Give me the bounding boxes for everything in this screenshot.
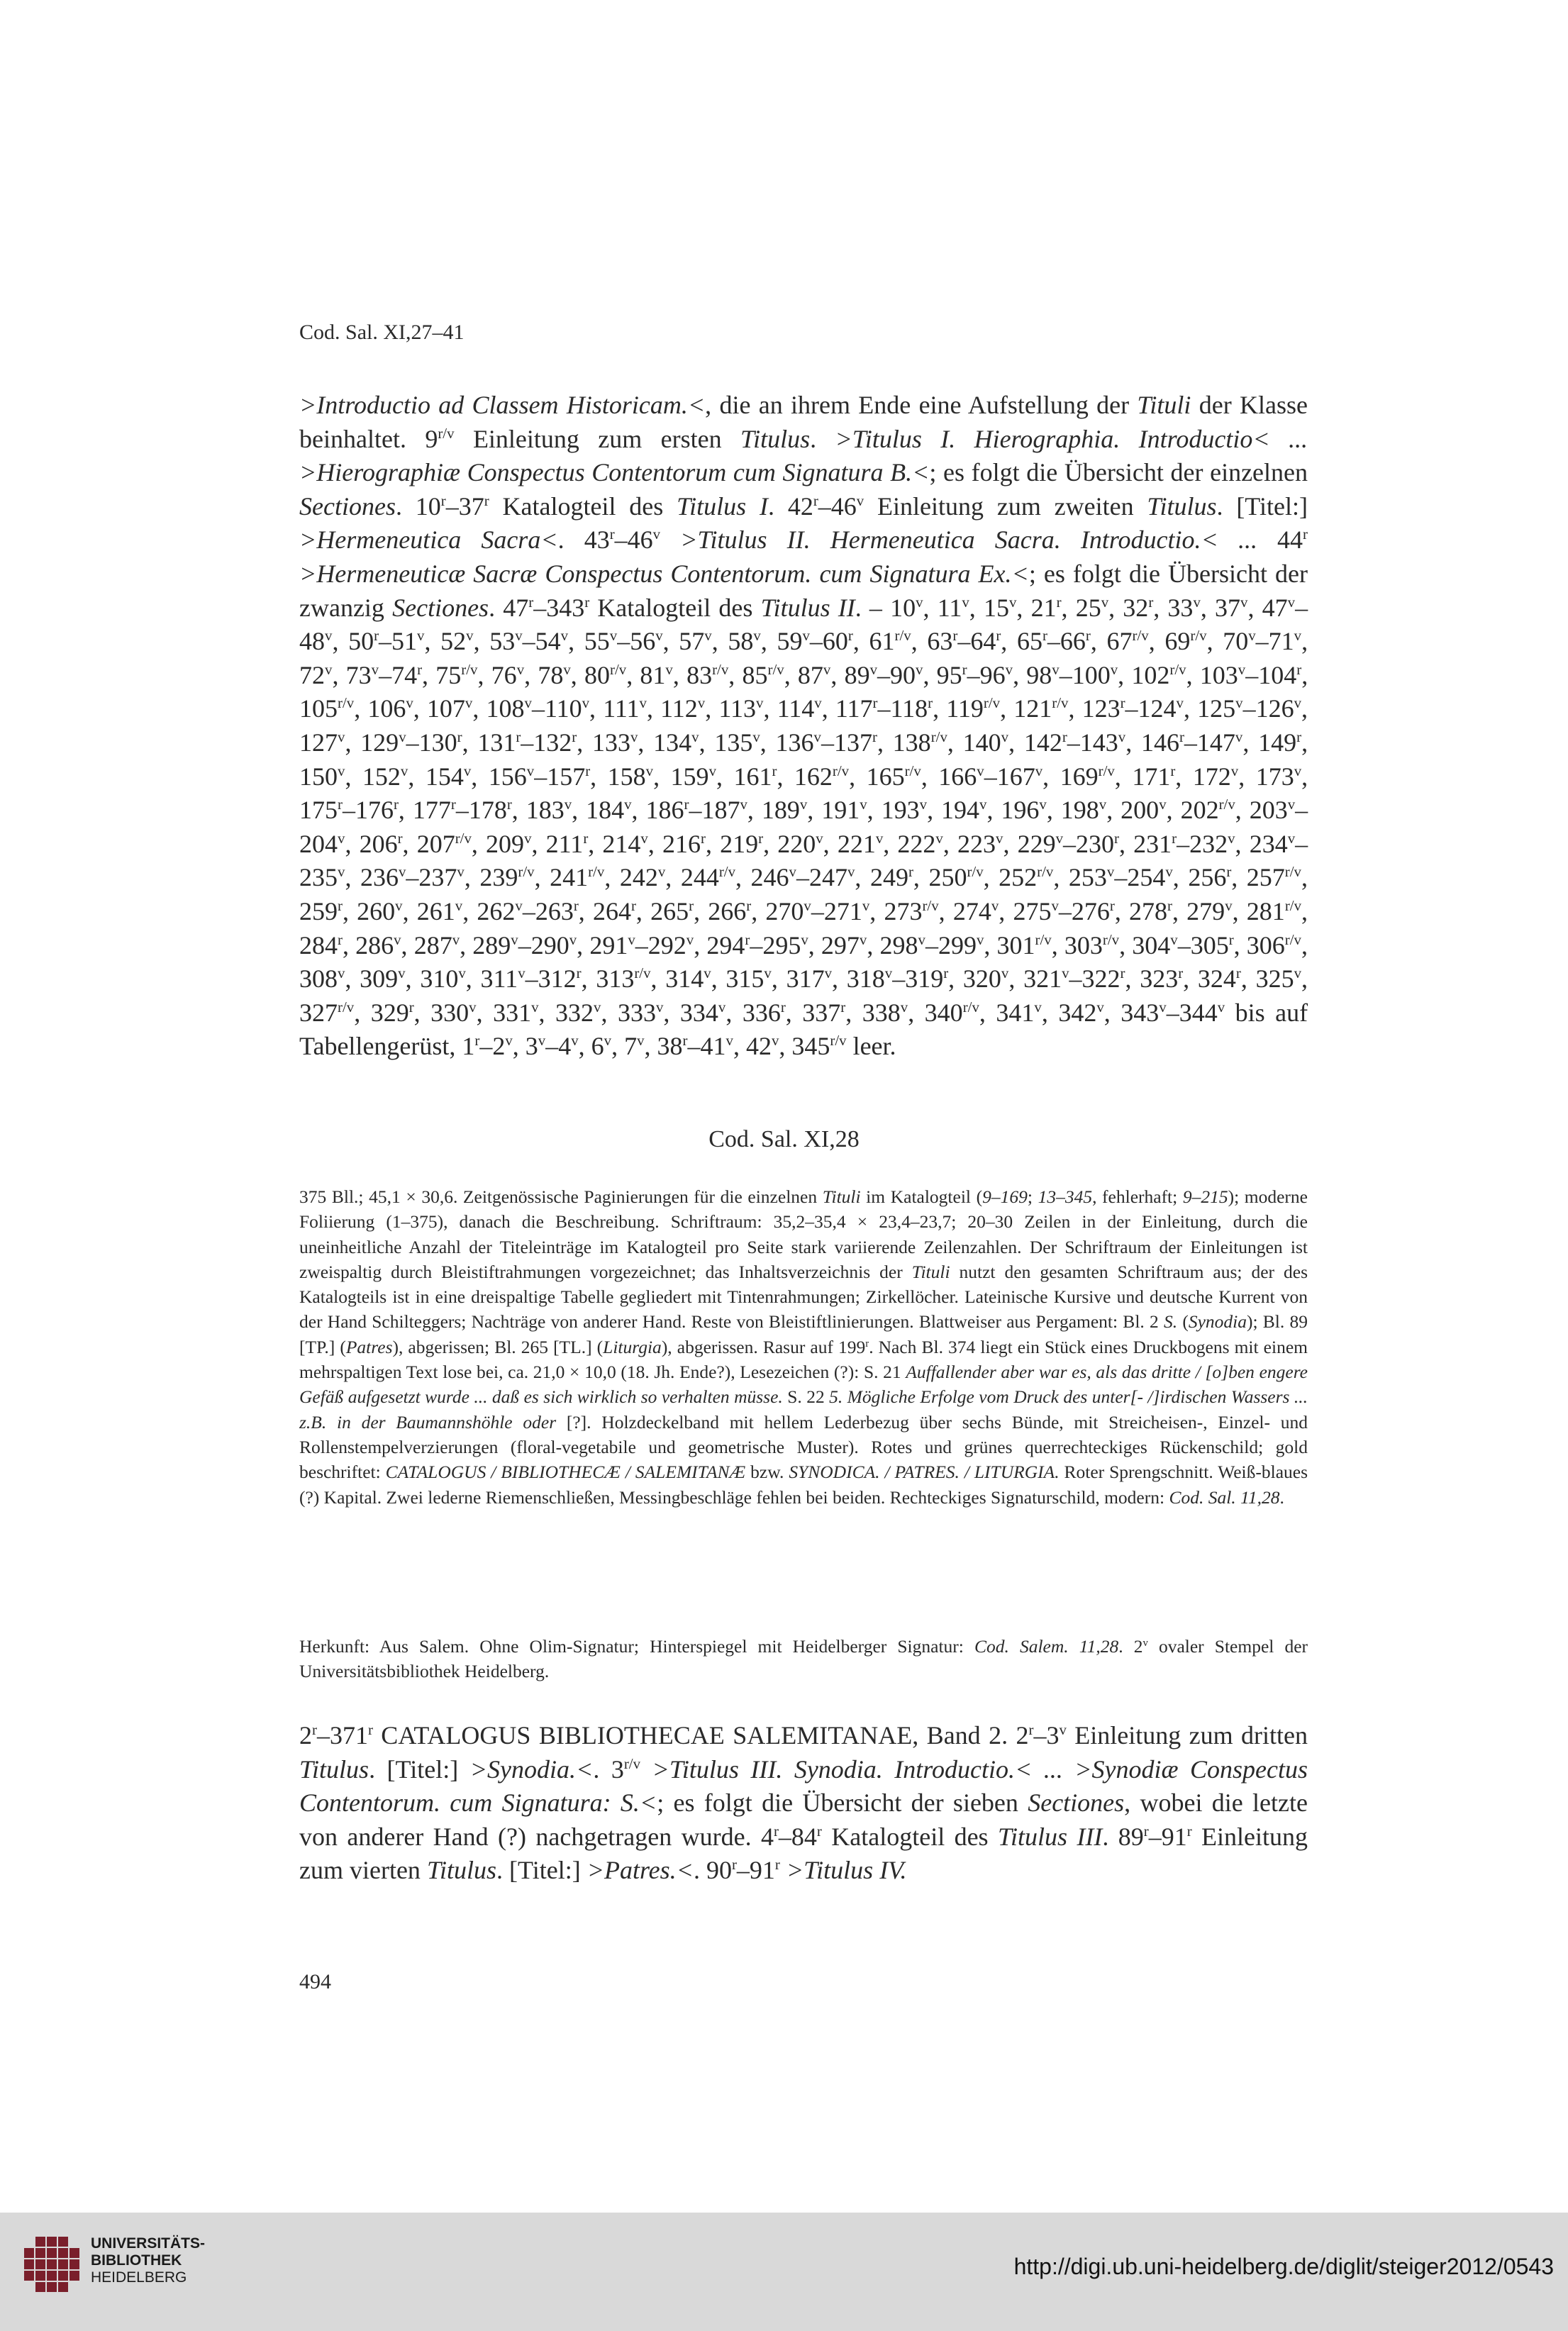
viewer-footer: [0, 2213, 1568, 2331]
library-name: [91, 2235, 205, 2286]
codex-description: 375 Bll.; 45,1 × 30,6. Zeitgenössische Paginierungen für die einzelnen Tituli im Katalogteil (9–169; 13–345, fehlerhaft; 9–215); moderne Foliierung (1–375), danach die Beschreibung. Schriftraum: 35,2–35,4 × 23,4–23,7; 20–30 Zeilen in der Einleitung, durch die uneinheitliche Anzahl der Titeleinträge im Katalogteil pro Seite stark variierende Zeilenzahlen. Der Schriftraum der Einleitungen ist zweispaltig durch Bleistiftrahmungen vorgezeichnet; das Inhaltsverzeichnis der Tituli nutzt den gesamten Schriftraum aus; der des Katalogteils ist in eine dreispaltige Tabelle gegliedert mit Tintenrahmungen; Zirkellöcher. Lateinische Kursive und deutsche Kurrent von der Hand Schilteggers; Nachträge von anderer Hand. Reste von Bleistiftlinierungen. Blattweiser aus Pergament: Bl. 2 S. (Synodia); Bl. 89 [TP.] (Patres), abgerissen; Bl. 265 [TL.] (Liturgia), abgerissen. Rasur auf 199$^r$. Nach Bl. 374 liegt ein Stück eines Druckbogens mit einem mehrspaltigen Text lose bei, ca. 21,0 × 10,0 (18. Jh. Ende?), Lesezeichen (?): S. 21 Auffallender aber war es, als das dritte / [o]ben engere Gefäß aufgesetzt wurde ... daß es sich wirklich so verhalten müsse. S. 22 5. Mögliche Erfolge vom Druck des unter[- /]irdischen Wassers ... z.B. in der Baumannshöhle oder [?]. Holzdeckelband mit hellem Lederbezug über sechs Bünde, mit Streicheisen-, Einzel- und Rollenstempelverzierungen (floral-vegetabile und geometrische Muster). Rotes und grünes querrechteckiges Rückenschild; gold beschriftet: CATALOGUS / BIBLIOTHECÆ / SALEMITANÆ bzw. SYNODICA. / PATRES. / LITURGIA. Roter Sprengschnitt. Weiß-blaues (?) Kapital. Zwei lederne Riemenschließen, Messingbeschläge fehlen bei beiden. Rechteckiges Signaturschild, modern: Cod. Sal. 11,28.: [299, 1186, 1308, 1508]
section-heading: Cod. Sal. XI,28: [708, 1126, 860, 1152]
running-head: Cod. Sal. XI,27–41: [299, 321, 465, 344]
permalink-url[interactable]: http://digi.ub.uni-heidelberg.de/diglit/steiger2012/0543: [1013, 2254, 1554, 2279]
library-name-line: BIBLIOTHEK: [91, 2252, 182, 2269]
library-name-line: HEIDELBERG: [91, 2269, 187, 2286]
page-number: 494: [299, 1970, 331, 1993]
university-library-logo-icon: [16, 2231, 87, 2302]
intro-paragraph: >Introductio ad Classem Historicam.<, die an ihrem Ende eine Aufstellung der Tituli der Klasse beinhaltet. $9^{r/v}$ Einleitung zum ersten Titulus. >Titulus I. Hierographia. Introductio< ... >Hierographiæ Conspectus Contentorum cum Signatura B.<; es folgt die Übersicht der einzelnen Sectiones. 10$^r$–37$^r$ Katalogteil des Titulus I. 42$^r$–46$^v$ Einleitung zum zweiten Titulus. [Titel:] >Hermeneutica Sacra<. 43$^r$–46$^v$ >Titulus II. Hermeneutica Sacra. Introductio.< ... $44^r$ >Hermeneuticæ Sacræ Conspectus Contentorum. cum Signatura Ex.<; es folgt die Übersicht der zwanzig Sectiones. 47$^r$–343$^r$ Katalogteil des Titulus II. – 10$^v$, 11$^v$, 15$^v$, 21$^r$, 25$^v$, 32$^r$, 33$^v$, 37$^v$, 47$^v$–48$^v$, 50$^r$–51$^v$, 52$^v$, 53$^v$–54$^v$, 55$^v$–56$^v$, 57$^v$, 58$^v$, 59$^v$–60$^r$, $61^{r/v}$, 63$^r$–64$^r$, 65$^r$–66$^r$, $67^{r/v}$, $69^{r/v}$, 70$^v$–71$^v$, 72$^v$, 73$^v$–74$^r$, $75^{r/v}$, 76$^v$, 78$^v$, $80^{r/v}$, 81$^v$, $83^{r/v}$, $85^{r/v}$, 87$^v$, 89$^v$–90$^v$, 95$^r$–96$^v$, 98$^v$–100$^v$, $102^{r/v}$, 103$^v$–104$^r$, $105^{r/v}$, 106$^v$, 107$^v$, 108$^v$–110$^v$, 111$^v$, 112$^v$, 113$^v$, 114$^v$, 117$^r$–118$^r$, $119^{r/v}$, $121^{r/v}$, 123$^r$–124$^v$, 125$^v$–126$^v$, 127$^v$, 129$^v$–130$^r$, 131$^r$–132$^r$, 133$^v$, 134$^v$, 135$^v$, 136$^v$–137$^r$, $138^{r/v}$, 140$^v$, 142$^r$–143$^v$, 146$^r$–147$^v$, 149$^r$, 150$^v$, 152$^v$, 154$^v$, 156$^v$–157$^r$, 158$^v$, 159$^v$, 161$^r$, $162^{r/v}$, $165^{r/v}$, 166$^v$–167$^v$, $169^{r/v}$, 171$^r$, 172$^v$, 173$^v$, 175$^r$–176$^r$, 177$^r$–178$^r$, 183$^v$, 184$^v$, 186$^r$–187$^v$, 189$^v$, 191$^v$, 193$^v$, 194$^v$, 196$^v$, 198$^v$, 200$^v$, $202^{r/v}$, 203$^v$–204$^v$, 206$^r$, $207^{r/v}$, 209$^v$, 211$^r$, 214$^v$, 216$^r$, 219$^r$, 220$^v$, 221$^v$, 222$^v$, 223$^v$, 229$^v$–230$^r$, 231$^r$–232$^v$, 234$^v$–235$^v$, 236$^v$–237$^v$, $239^{r/v}$, $241^{r/v}$, 242$^v$, $244^{r/v}$, 246$^v$–247$^v$, 249$^r$, $250^{r/v}$, $252^{r/v}$, 253$^v$–254$^v$, 256$^r$, $257^{r/v}$, 259$^r$, 260$^v$, 261$^v$, 262$^v$–263$^r$, 264$^r$, 265$^r$, 266$^r$, 270$^v$–271$^v$, $273^{r/v}$, 274$^v$, 275$^v$–276$^r$, 278$^r$, 279$^v$, $281^{r/v}$, 284$^r$, 286$^v$, 287$^v$, 289$^v$–290$^v$, 291$^v$–292$^v$, 294$^r$–295$^v$, 297$^v$, 298$^v$–299$^v$, $301^{r/v}$, $303^{r/v}$, 304$^v$–305$^r$, $306^{r/v}$, 308$^v$, 309$^v$, 310$^v$, 311$^v$–312$^r$, $313^{r/v}$, 314$^v$, 315$^v$, 317$^v$, 318$^v$–319$^r$, 320$^v$, 321$^v$–322$^r$, 323$^r$, 324$^r$, 325$^v$, $327^{r/v}$, 329$^r$, 330$^v$, 331$^v$, 332$^v$, 333$^v$, 334$^v$, 336$^r$, 337$^r$, 338$^v$, $340^{r/v}$, 341$^v$, 342$^v$, 343$^v$–344$^v$ bis auf Tabellengerüst, 1$^r$–2$^v$, 3$^v$–4$^v$, 6$^v$, 7$^v$, 38$^r$–41$^v$, 42$^v$, $345^{r/v}$ leer.: [299, 391, 1308, 1061]
catalogue-paragraph: 2$^r$–371$^r$ CATALOGUS BIBLIOTHECAE SALEMITANAE, Band 2. 2$^r$–3$^v$ Einleitung zum dritten Titulus. [Titel:] >Synodia.<. $3^{r/v}$ >Titulus III. Synodia. Introductio.< ... >Synodiæ Conspectus Contentorum. cum Signatura: S.<; es folgt die Übersicht der sieben Sectiones, wobei die letzte von anderer Hand (?) nachgetragen wurde. 4$^r$–84$^r$ Katalogteil des Titulus III. 89$^r$–91$^r$ Einleitung zum vierten Titulus. [Titel:] >Patres.<. 90$^r$–91$^r$ >Titulus IV.: [299, 1721, 1308, 1885]
library-name-line: UNIVERSITÄTS-: [91, 2235, 206, 2252]
provenance-note: Herkunft: Aus Salem. Ohne Olim-Signatur; Hinterspiegel mit Heidelberger Signatur: Cod. Salem. 11,28. 2$^v$ ovaler Stempel der Universitätsbibliothek Heidelberg.: [299, 1636, 1308, 1682]
